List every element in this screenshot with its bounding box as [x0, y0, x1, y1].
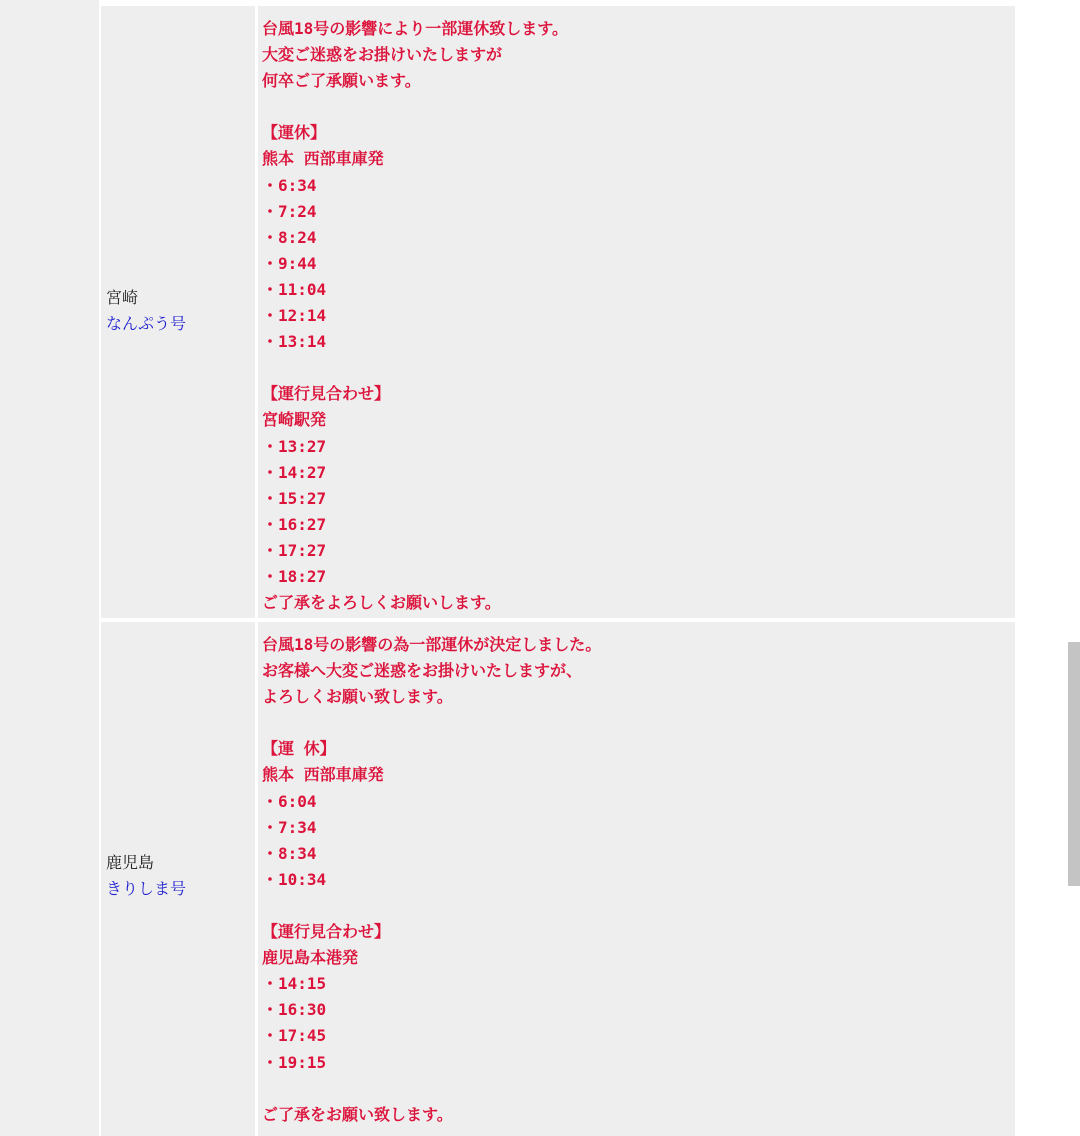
destination-city: 鹿児島	[106, 853, 155, 872]
status-table	[99, 0, 1017, 1136]
service-notice: 台風18号の影響の為一部運休が決定しました。 お客様へ大変ご迷惑をお掛けいたしますが、 よろしくお願い致します。 【運 休】 熊本 西部車庫発 ・6:04 ・7:34 ・8:34 ・10:34 【運行見合わせ】 鹿児島本港発 ・14:15 ・16:30 ・17:45 ・19:15 ご了承をお願い致します。	[262, 635, 602, 1124]
table-row	[99, 6, 1017, 618]
scrollbar-thumb[interactable]	[1068, 642, 1080, 886]
notice-cell	[258, 622, 1015, 1136]
destination-city: 宮崎	[106, 288, 139, 307]
service-link[interactable]: きりしま号	[106, 879, 187, 898]
table-row	[99, 622, 1017, 1136]
page-margin	[0, 0, 99, 1136]
service-notice: 台風18号の影響により一部運休致します。 大変ご迷惑をお掛けいたしますが 何卒ご了承願います。 【運休】 熊本 西部車庫発 ・6:34 ・7:24 ・8:24 ・9:44 ・11:04 ・12:14 ・13:14 【運行見合わせ】 宮崎駅発 ・13:27 ・14:27 ・15:27 ・16:27 ・17:27 ・18:27 ご了承をよろしくお願いします。	[262, 19, 568, 613]
route-name	[106, 285, 186, 337]
service-link[interactable]: なんぷう号	[106, 314, 187, 333]
notice-cell	[258, 6, 1015, 618]
route-name-cell	[101, 622, 255, 1136]
route-name	[106, 850, 186, 902]
route-name-cell	[101, 6, 255, 618]
